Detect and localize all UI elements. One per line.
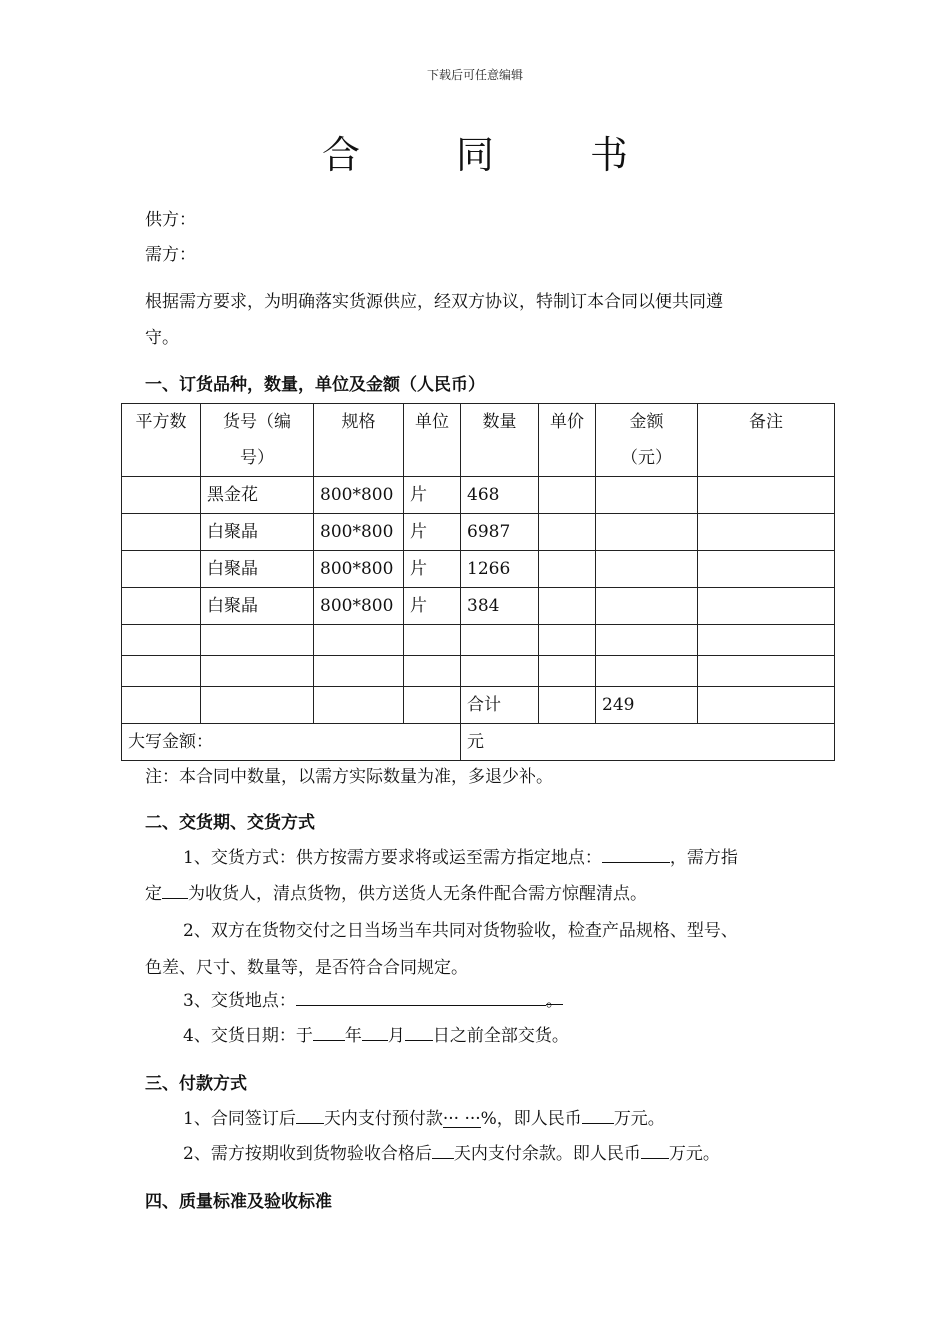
header-sqm: 平方数 bbox=[122, 404, 201, 477]
delivery-location-blank[interactable] bbox=[602, 844, 670, 863]
cell-price bbox=[539, 588, 596, 625]
cell-qty: 468 bbox=[461, 477, 539, 514]
cell-sqm bbox=[122, 477, 201, 514]
balance-amount-blank[interactable] bbox=[641, 1140, 669, 1159]
header-amount bbox=[596, 404, 698, 477]
s2-item-3 bbox=[183, 986, 563, 1011]
cell-note bbox=[698, 514, 835, 551]
s2-item-3-text-b: 。 bbox=[546, 986, 563, 1005]
cell-unit: 片 bbox=[404, 514, 461, 551]
amount-unit: 元 bbox=[467, 732, 484, 752]
header-note: 下载后可任意编辑 bbox=[426, 68, 523, 82]
cell-sqm bbox=[122, 514, 201, 551]
cell-item: 白聚晶 bbox=[201, 514, 314, 551]
cell-sqm bbox=[122, 588, 201, 625]
s2-item-4-text-a: 4、交货日期：于 bbox=[183, 1026, 313, 1046]
year-blank[interactable] bbox=[313, 1022, 345, 1041]
page-title bbox=[0, 124, 950, 179]
cell-unit: 片 bbox=[404, 588, 461, 625]
cell-item: 黑金花 bbox=[201, 477, 314, 514]
title-char-1: 合 bbox=[321, 133, 360, 177]
table-row bbox=[122, 588, 835, 625]
header-item-no-line2: 号） bbox=[240, 448, 274, 468]
intro-line-2: 守。 bbox=[145, 328, 179, 348]
s3-item-2-text-b: 天内支付余款。即人民币 bbox=[453, 1144, 641, 1164]
cell-qty: 1266 bbox=[461, 551, 539, 588]
cell-qty: 6987 bbox=[461, 514, 539, 551]
table-row bbox=[122, 477, 835, 514]
cell-amount bbox=[596, 588, 698, 625]
s2-item-1-text-d: 为收货人，清点货物，供方送货人无条件配合需方惊醒清点。 bbox=[188, 884, 647, 904]
s2-item-4-year: 年 bbox=[344, 1026, 362, 1046]
header-amount-line1: 金额 bbox=[629, 412, 664, 432]
cell-spec: 800*800 bbox=[314, 477, 404, 514]
cell-spec: 800*800 bbox=[314, 551, 404, 588]
s2-item-4-month: 月 bbox=[387, 1026, 405, 1046]
section-2-heading: 二、交货期、交货方式 bbox=[145, 813, 315, 833]
s3-item-1-text-a: 1、合同签订后 bbox=[183, 1109, 296, 1129]
cell-unit: 片 bbox=[404, 551, 461, 588]
table-row bbox=[122, 551, 835, 588]
header-item-no-line1: 货号（编 bbox=[223, 412, 291, 432]
cell-unit: 片 bbox=[404, 477, 461, 514]
s2-item-4-day: 日之前全部交货。 bbox=[432, 1026, 569, 1046]
table-row bbox=[122, 514, 835, 551]
cell-qty: 384 bbox=[461, 588, 539, 625]
header-note: 备注 bbox=[698, 404, 835, 477]
day-blank[interactable] bbox=[405, 1022, 433, 1041]
buyer-label: 需方： bbox=[145, 245, 196, 265]
cell-note bbox=[698, 551, 835, 588]
table-row-empty bbox=[122, 625, 835, 656]
table-row-empty bbox=[122, 656, 835, 687]
s3-item-1-text-b: 天内支付预付款 bbox=[323, 1109, 443, 1129]
header-amount-line2: （元） bbox=[621, 448, 672, 468]
s3-item-2-text-c: 万元。 bbox=[668, 1144, 720, 1164]
s2-item-1-text-b: ，需方指 bbox=[669, 848, 738, 868]
month-blank[interactable] bbox=[362, 1022, 388, 1041]
header-item-no bbox=[201, 404, 314, 477]
balance-days-blank[interactable] bbox=[432, 1140, 454, 1159]
cell-note bbox=[698, 477, 835, 514]
cell-item: 白聚晶 bbox=[201, 588, 314, 625]
header-qty: 数量 bbox=[461, 404, 539, 477]
cell-note bbox=[698, 588, 835, 625]
prepay-days-blank[interactable] bbox=[296, 1105, 324, 1124]
prepay-amount-blank[interactable] bbox=[582, 1105, 614, 1124]
total-label: 合计 bbox=[461, 687, 539, 724]
intro-line-1: 根据需方要求，为明确落实货源供应，经双方协议，特制订本合同以便共同遵 bbox=[145, 292, 723, 312]
s3-item-1 bbox=[183, 1104, 665, 1129]
receiver-blank[interactable] bbox=[162, 880, 188, 899]
header-spec: 规格 bbox=[314, 404, 404, 477]
cell-price bbox=[539, 514, 596, 551]
cell-sqm bbox=[122, 551, 201, 588]
s3-item-2-text-a: 2、需方按期收到货物验收合格后 bbox=[183, 1144, 432, 1164]
section-4-heading: 四、质量标准及验收标准 bbox=[145, 1192, 332, 1212]
s3-item-1-text-d: 万元。 bbox=[613, 1109, 665, 1129]
s2-item-2-cont: 色差、尺寸、数量等，是否符合合同规定。 bbox=[145, 958, 468, 978]
s2-item-1-cont bbox=[145, 879, 647, 904]
supplier-label: 供方： bbox=[145, 210, 196, 230]
section-1-heading: 一、订货品种，数量，单位及金额（人民币） bbox=[145, 375, 485, 395]
s2-item-2: 2、双方在货物交付之日当场当车共同对货物验收，检查产品规格、型号、 bbox=[183, 921, 738, 941]
table-header-row bbox=[122, 404, 835, 477]
cell-price bbox=[539, 551, 596, 588]
amount-in-words-label: 大写金额： bbox=[122, 724, 461, 761]
cell-amount bbox=[596, 551, 698, 588]
s2-item-1 bbox=[183, 843, 738, 868]
prepay-percent-blank[interactable]: ··· ··· bbox=[442, 1109, 481, 1129]
s2-item-1-text-a: 1、交货方式：供方按需方要求将或运至需方指定地点： bbox=[183, 848, 602, 868]
delivery-place-blank[interactable] bbox=[296, 987, 546, 1006]
s2-item-4 bbox=[183, 1021, 569, 1046]
order-table bbox=[121, 403, 835, 761]
title-char-3: 书 bbox=[590, 133, 629, 177]
section-3-heading: 三、付款方式 bbox=[145, 1074, 247, 1094]
title-char-2: 同 bbox=[455, 133, 494, 177]
table-total-row bbox=[122, 687, 835, 724]
cell-amount bbox=[596, 514, 698, 551]
header-price: 单价 bbox=[539, 404, 596, 477]
s2-item-3-text-a: 3、交货地点： bbox=[183, 991, 296, 1011]
total-value: 249 bbox=[596, 687, 698, 724]
cell-spec: 800*800 bbox=[314, 514, 404, 551]
cell-amount bbox=[596, 477, 698, 514]
cell-spec: 800*800 bbox=[314, 588, 404, 625]
s2-item-1-text-c: 定 bbox=[145, 884, 162, 904]
cell-price bbox=[539, 477, 596, 514]
amount-in-words-unit bbox=[461, 724, 835, 761]
s3-item-1-text-c: %，即人民币 bbox=[480, 1109, 582, 1129]
s3-item-2 bbox=[183, 1139, 720, 1164]
header-unit: 单位 bbox=[404, 404, 461, 477]
table-amount-in-words-row bbox=[122, 724, 835, 761]
cell-item: 白聚晶 bbox=[201, 551, 314, 588]
table-note: 注：本合同中数量，以需方实际数量为准，多退少补。 bbox=[145, 767, 553, 787]
